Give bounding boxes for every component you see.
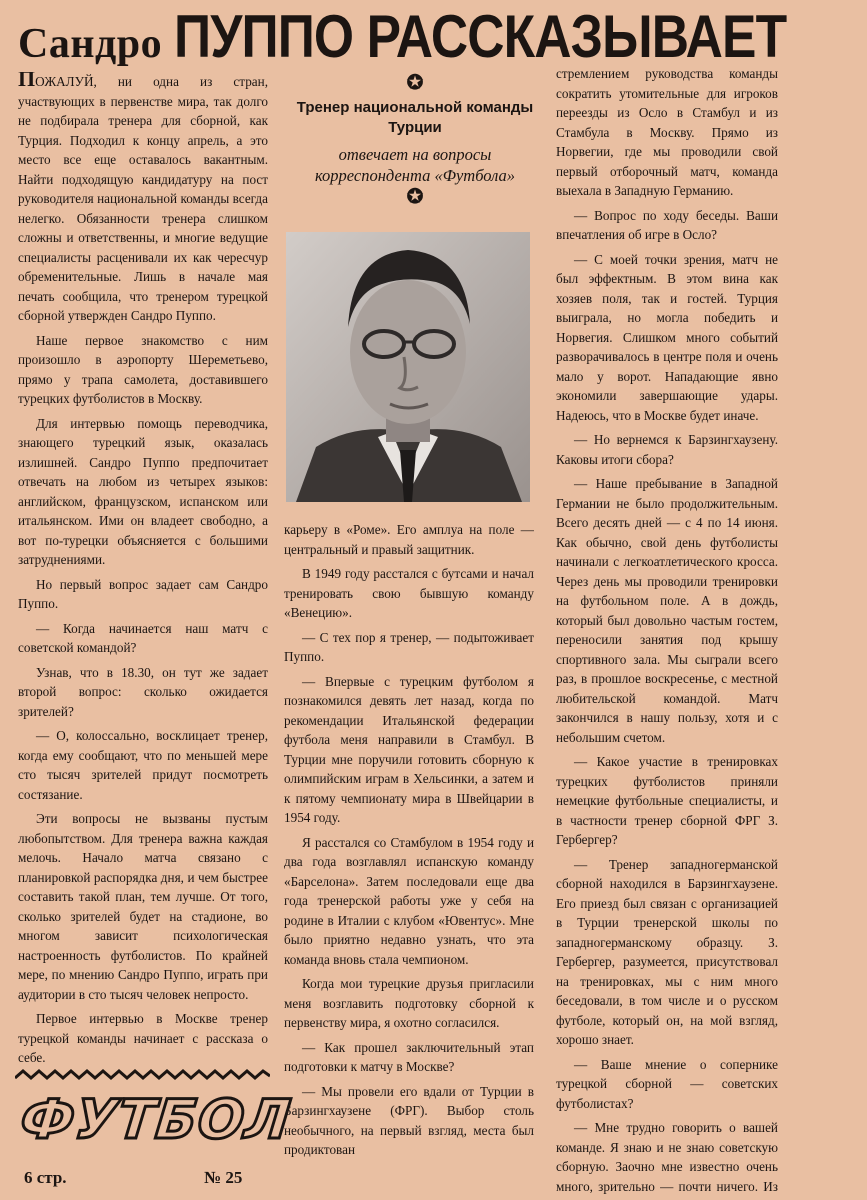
article-column-2 [284,520,534,1200]
futbol-logo [15,1080,295,1165]
headline [18,2,858,70]
drop-cap: П [18,72,36,91]
paragraph: — Ваше мнение о сопернике турецкой сборной — советских футболистах? [556,1056,778,1111]
subheading-italic: отвечает на вопросы корреспондента «Футбола» [314,145,516,185]
star-icon: ✪ [406,186,424,208]
star-icon: ✪ [406,72,424,94]
paragraph: Я расстался со Стамбулом в 1954 году и два года возглавлял испанскую команду «Барселона». Затем последовали еще два года тренерской работы уже у себя на родине в Италии с клубом «Ювентус». Мне было приятно недавно узнать, что эта команда вновь стала чемпионом. [284,834,534,967]
headline-first-name: Сандро [18,21,163,67]
headline-main: ПУППО РАССКАЗЫВАЕТ [174,3,787,70]
portrait-photo [286,232,530,502]
paragraph: Когда мои турецкие друзья пригласили меня возглавить подготовку сборной к первенству мира, я охотно согласился. [284,976,534,1030]
paragraph: — Наше пребывание в Западной Германии не было продолжительным. Всего десять дней — с 4 по 14 июня. Как обычно, свой день футболисты начинали с легкоатлетического кросса. Через день мы проводили тренировки на футбольном поле. А в дождь, который был довольно частым гостем, переносили занятия под крышу спортивного зала. Мы сыграли всего раз, в прошлое воскресенье, с местной любительской командой. Матч закончился в нашу пользу, хотя и с небольшим счетом. [556,476,778,745]
article-column-1 [18,72,268,1072]
paragraph: Наше первое знакомство с ним произошло в аэропорту Шереметьево, прямо у трапа самолета, доставившего турецких футболистов в Москву. [18,332,268,406]
paragraph: — С моей точки зрения, матч не был эффектным. В этом вина как хозяев поля, так и гостей. Турция выиграла, но могла победить и Норвегия. Слишком много событий разворачивалось в центре поля и очень мало у ворот. Нападающие явно экономили завершающие удары. Надеюсь, что в Москве будет иначе. [556,251,778,423]
paragraph: Эти вопросы не вызваны пустым любопытством. Для тренера важна каждая мелочь. Начало матча связано с планировкой распорядка дня, и чем быстрее составить такой план, тем лучше. От того, сколько зрителей будет на стадионе, во многом зависит психологическая настроенность футболистов. По крайней мере, по мнению Сандро Пуппо, играть при аудитории в сто тысяч человек непросто. [18,811,268,1002]
logo-wordmark: ФУТБОЛ [17,1088,295,1151]
paragraph: — Когда начинается наш матч с советской командой? [18,620,268,655]
paragraph: Первое интервью в Москве тренер турецкой команды начинает с рассказа о себе. [18,1011,268,1065]
paragraph: — Тренер западногерманской сборной находился в Барзингхаузене. Его приезд был связан с организацией в Турции тренерской школы по западногерманскому образцу. З. Гербергер, разумеется, присутствовал на тренировках, мы с ним много беседовали, в том числе и о русском футболе, который он, на мой взгляд, хорошо знает. [556,856,778,1047]
paragraph: — С тех пор я тренер, — подытоживает Пуппо. [284,629,534,664]
paragraph: — Какое участие в тренировках турецких футболистов приняли немецкие футбольные специалисты, и в частности тренер сборной ФРГ З. Гербергер? [556,754,778,847]
paragraph: — О, колоссально, восклицает тренер, когда ему сообщают, что по меньшей мере сто тысяч зрителей придут посмотреть состязание. [18,728,268,802]
paragraph: — Вопрос по ходу беседы. Ваши впечатления об игре в Осло? [556,207,778,242]
paragraph: — Впервые с турецким футболом я познакомился девять лет назад, когда по рекомендации Итальянской федерации футбола меня направили в Стамбул. В Турции мне поручили готовить сборную к олимпийским играм в Хельсинки, а затем и к пятому чемпионату мира в Швейцарии в 1954 году. [284,673,534,825]
paragraph: карьеру в «Роме». Его амплуа на поле — центральный и правый защитник. [284,522,534,557]
issue-number: № 25 [204,1168,243,1187]
subheading-bold: Тренер национальной команды Турции [296,99,534,136]
paragraph: Для интервью помощь переводчика, знающего турецкий язык, оказалась излишней. Сандро Пуппо предпочитает отвечать на любом из четырех языков: английском, французском, испанском или итальянском. Ими он владеет свободно, а вот по-турецки объясняется с большими затруднениями. [18,415,268,567]
article-column-3 [556,64,778,1199]
paragraph: — Как прошел заключительный этап подготовки к матчу в Москве? [284,1039,534,1074]
paragraph: — Мне трудно говорить о вашей команде. Я знаю и не знаю советскую сборную. Заочно мне известно очень много, зрительно — почти ничего. Из [556,1120,778,1194]
subheading [284,72,546,208]
paragraph: Но первый вопрос задает сам Сандро Пуппо. [18,576,268,611]
paragraph: Узнав, что в 18.30, он тут же задает второй вопрос: сколько ожидается зрителей? [18,664,268,719]
lead-paragraph: ПОЖАЛУЙ, ни одна из стран, участвующих в первенстве мира, так долго не подбирала тренера для сборной, как Турция. Подходил к концу апрель, а это место все еще оставалось вакантным. Найти подходящую кандидатуру на пост руководителя национальной команды всегда нелегко. Обязанности тренера слишком сложны и ответственны, и многие ведущие специалисты расценивали их как чересчур обременительные. Лишь в начале мая печать сообщила, что тренером турецкой сборной утвержден Сандро Пуппо. [18,72,268,326]
portrait-illustration [286,232,530,502]
paragraph: стремлением руководства команды сократить утомительные для игроков переезды из Осло в Стамбул и из Стамбула в Москву. Прямо из Норвегии, где мы проводили свой первый отборочный матч, команда выехала в Западную Германию. [556,66,778,198]
paragraph: В 1949 году расстался с бутсами и начал тренировать свою бывшую команду «Венецию». [284,566,534,620]
paragraph: — Мы провели его вдали от Турции в Барзингхаузене (ФРГ). Выбор столь необычного, на первый взгляд, места был продиктован [284,1083,534,1157]
paragraph: — Но вернемся к Барзингхаузену. Каковы итоги сбора? [556,432,778,467]
page-number: 6 стр. [24,1168,67,1187]
